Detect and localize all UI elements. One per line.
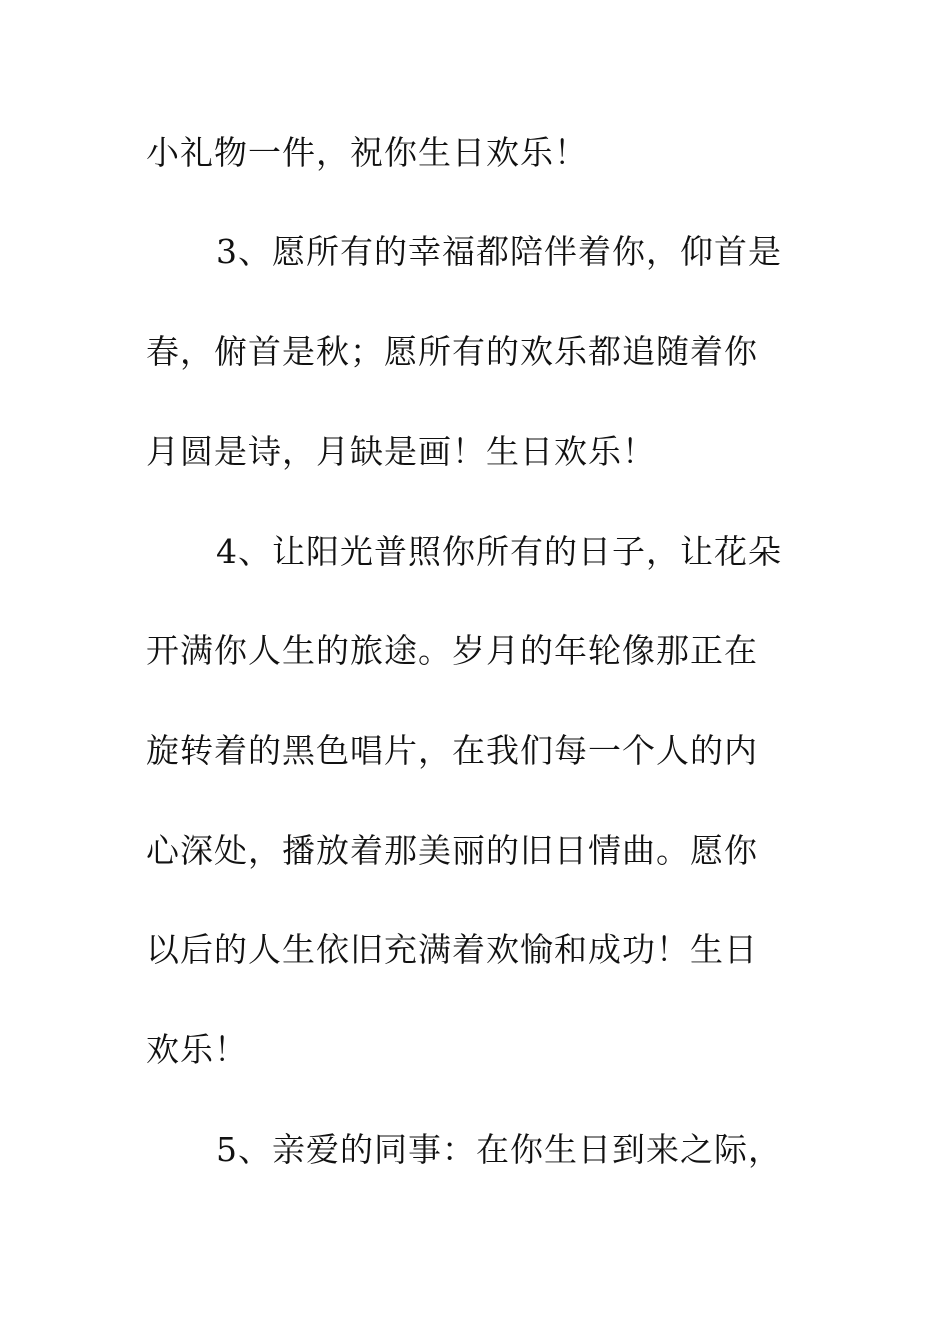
text-line: 开满你人生的旅途。岁月的年轮像那正在 [146, 631, 758, 670]
text-line: 小礼物一件，祝你生日欢乐！ [146, 133, 588, 172]
text-line: 月圆是诗，月缺是画！生日欢乐！ [146, 432, 656, 471]
paragraph-5-start: 5、亲爱的同事：在你生日到来之际， [216, 1130, 782, 1169]
paragraph-4-start: 4、让阳光普照你所有的日子，让花朵 [216, 532, 782, 571]
text-line: 心深处，播放着那美丽的旧日情曲。愿你 [146, 831, 758, 870]
text-line: 旋转着的黑色唱片，在我们每一个人的内 [146, 731, 758, 770]
text-line: 欢乐！ [146, 1030, 248, 1069]
text-line: 春，俯首是秋；愿所有的欢乐都追随着你 [146, 332, 758, 371]
text-line: 以后的人生依旧充满着欢愉和成功！生日 [146, 930, 758, 969]
paragraph-3-start: 3、愿所有的幸福都陪伴着你，仰首是 [216, 232, 782, 271]
